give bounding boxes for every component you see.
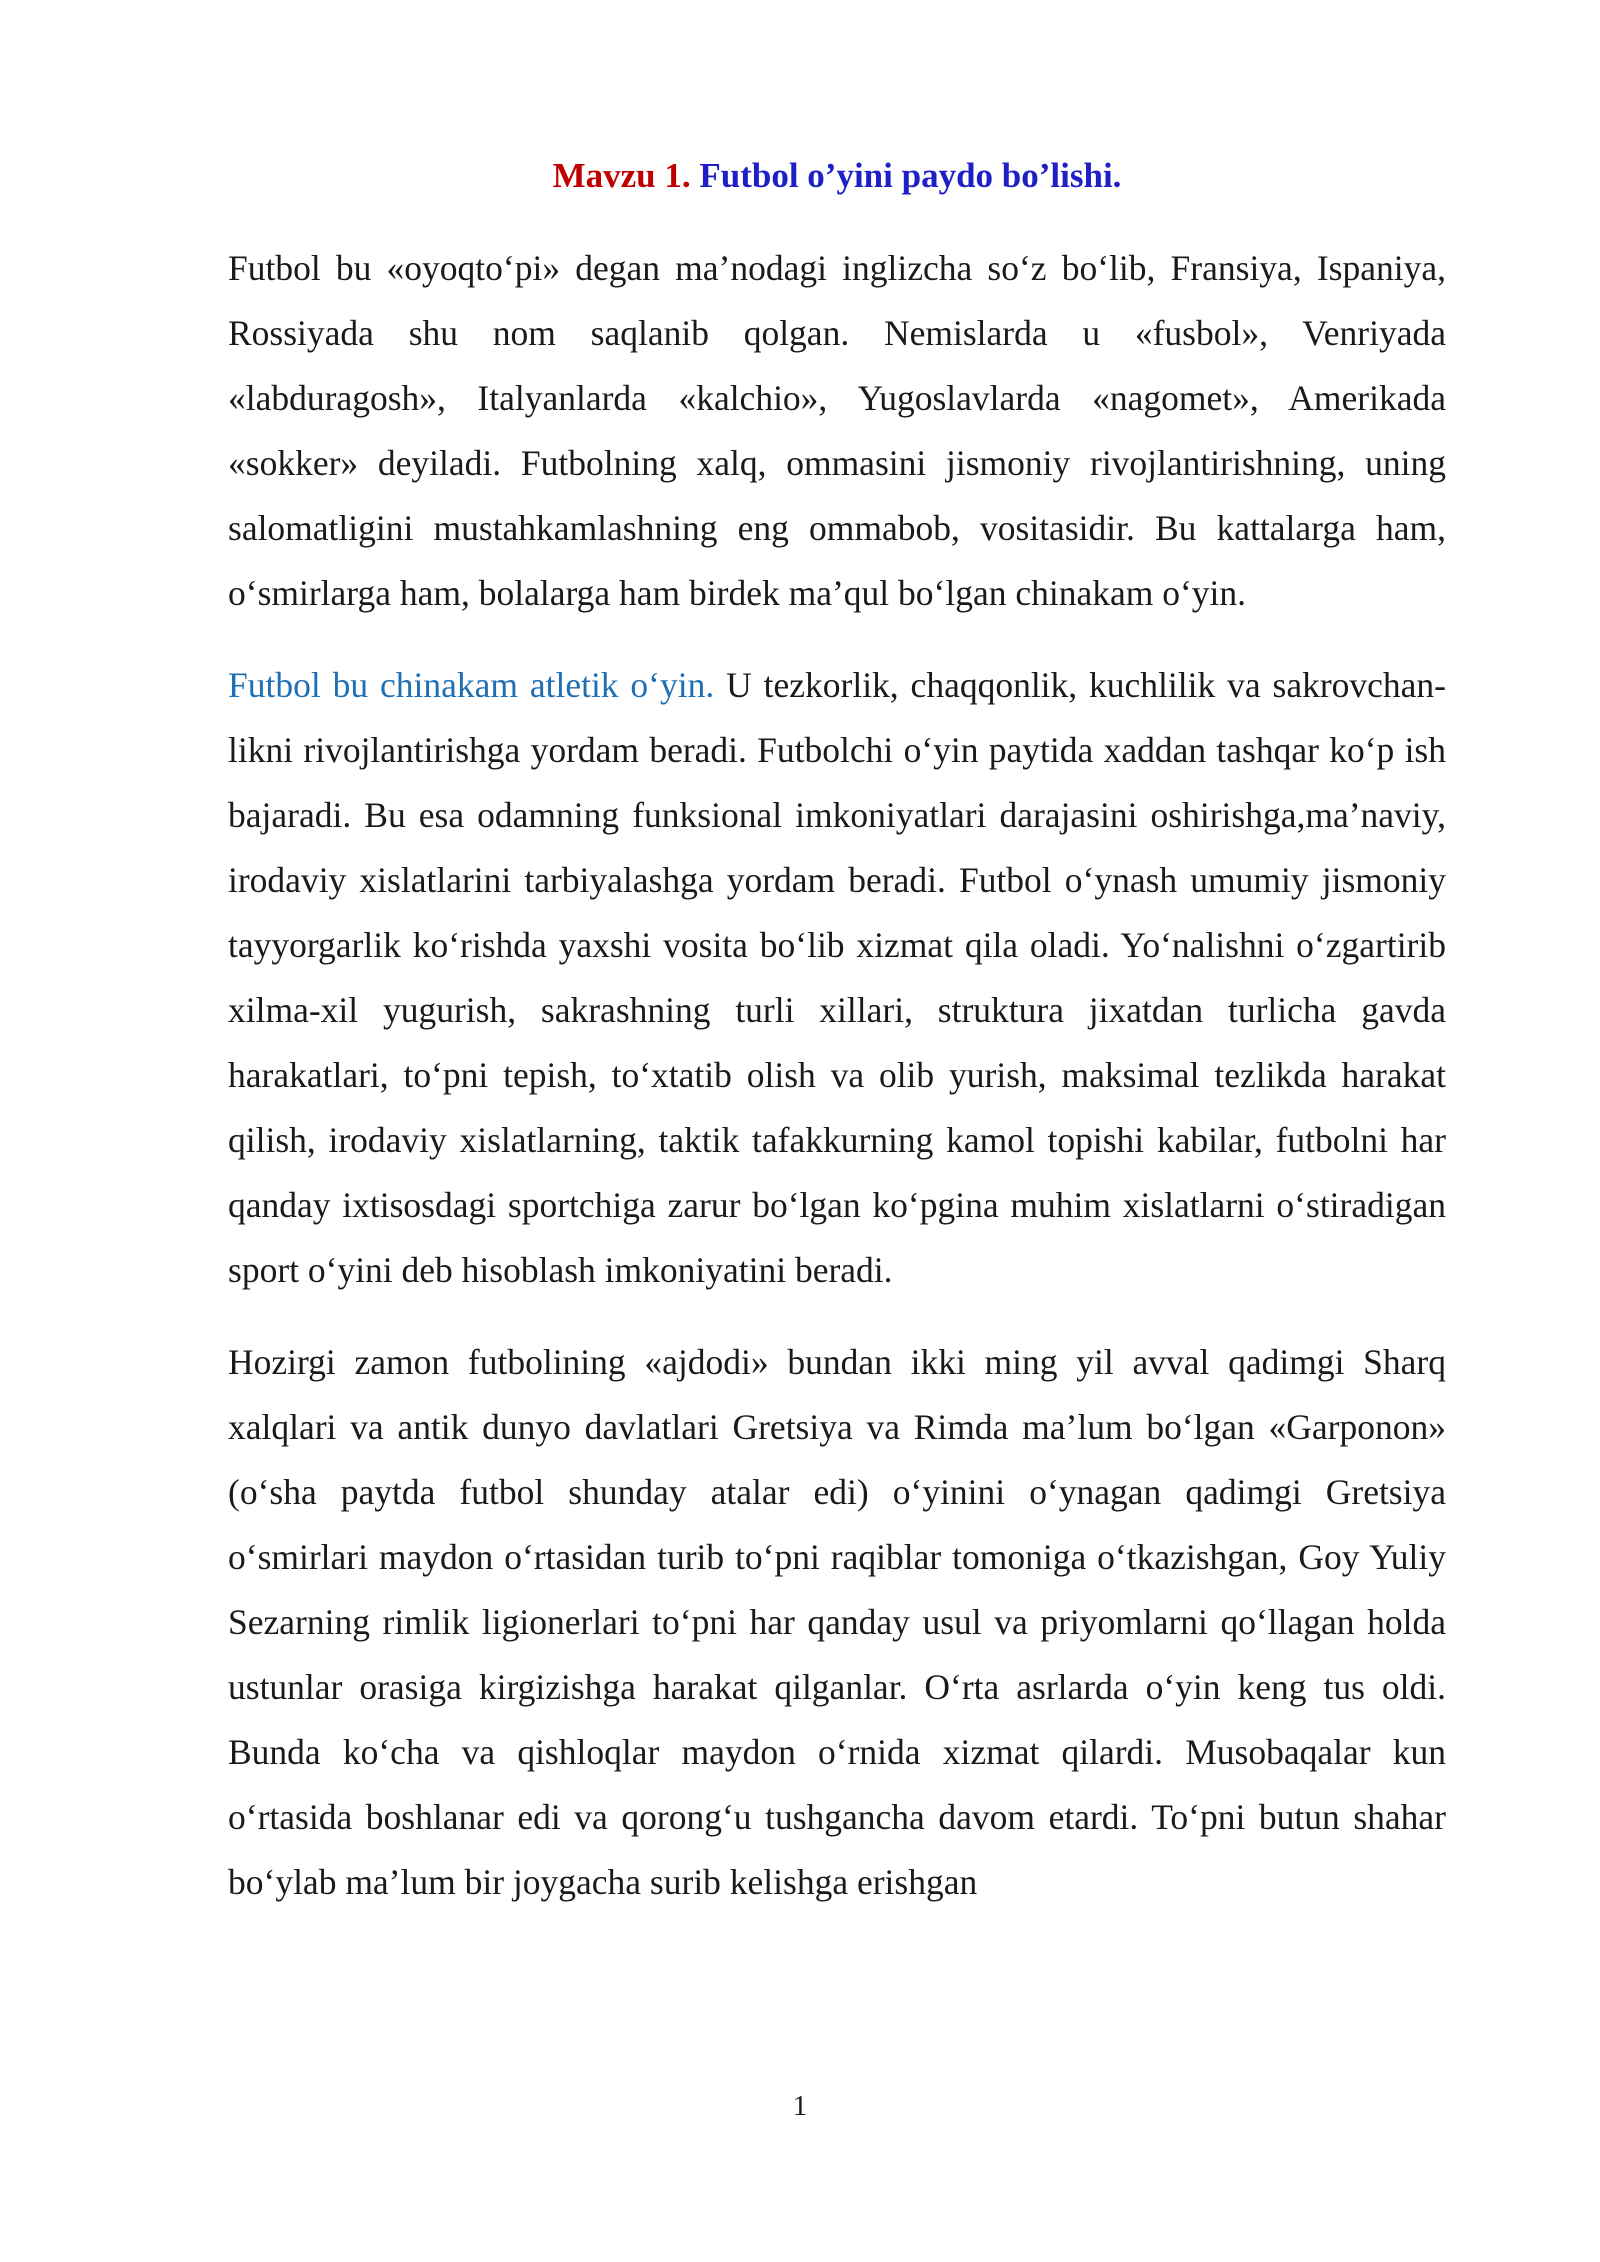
paragraph-3 [228,1330,1446,1915]
title-text: Futbol o’yini paydo bo’lishi. [699,156,1122,195]
page-content [228,148,1446,1942]
paragraph-1-text: Futbol bu «oyoqto‘pi» degan ma’nodagi inglizcha so‘z bo‘lib, Fransiya, Ispaniya, Rossiyada shu nom saqlanib qolgan. Nemislarda u «fusbol», Venriyada «labduragosh», Italyanlarda «kalchio», Yugoslavlarda «nagomet», Amerikada «sokker» deyiladi. Futbolning xalq, ommasini jismoniy rivojlantirishning, uning salomatligini mustahkamlashning eng ommabob, vositasidir. Bu kattalarga ham, o‘smirlarga ham, bolalarga ham birdek ma’qul bo‘lgan chinakam o‘yin. [228,248,1446,613]
paragraph-2 [228,653,1446,1303]
paragraph-2-text: U tezkorlik, chaqqonlik, kuchlilik va sakrovchan-likni rivojlantirishga yordam beradi. Futbolchi o‘yin paytida xaddan tashqar ko‘p ish bajaradi. Bu esa odamning funksional imkoniyatlari darajasini oshirishga,ma’naviy, irodaviy xislatlarini tarbiyalashga yordam beradi. Futbol o‘ynash umumiy jismoniy tayyorgarlik ko‘rishda yaxshi vosita bo‘lib xizmat qila oladi. Yo‘nalishni o‘zgartirib xilma-xil yugurish, sakrashning turli xillari, struktura jixatdan turlicha gavda harakatlari, to‘pni tepish, to‘xtatib olish va olib yurish, maksimal tezlikda harakat qilish, irodaviy xislatlarning, taktik tafakkurning kamol topishi kabilar, futbolni har qanday ixtisosdagi sportchiga zarur bo‘lgan ko‘pgina muhim xislatlarni o‘stiradigan sport o‘yini deb hisoblash imkoniyatini beradi. [228,665,1446,1290]
page-number: 1 [792,2090,808,2122]
paragraph-3-text: Hozirgi zamon futbolining «ajdodi» bundan ikki ming yil avval qadimgi Sharq xalqlari va antik dunyo davlatlari Gretsiya va Rimda ma’lum bo‘lgan «Garponon» (o‘sha paytda futbol shunday atalar edi) o‘yinini o‘ynagan qadimgi Gretsiya o‘smirlari maydon o‘rtasidan turib to‘pni raqiblar tomoniga o‘tkazishgan, Goy Yuliy Sezarning rimlik ligionerlari to‘pni har qanday usul va priyomlarni qo‘llagan holda ustunlar orasiga kirgizishga harakat qilganlar. O‘rta asrlarda o‘yin keng tus oldi. Bunda ko‘cha va qishloqlar maydon o‘rnida xizmat qilardi. Musobaqalar kun o‘rtasida boshlanar edi va qorong‘u tushgancha davom etardi. To‘pni butun shahar bo‘ylab ma’lum bir joygacha surib kelishga erishgan [228,1342,1446,1902]
title-prefix: Mavzu 1. [552,156,691,195]
page-title [228,148,1446,204]
paragraph-2-lead: Futbol bu chinakam atletik o‘yin. [228,665,715,705]
paragraph-1 [228,236,1446,626]
